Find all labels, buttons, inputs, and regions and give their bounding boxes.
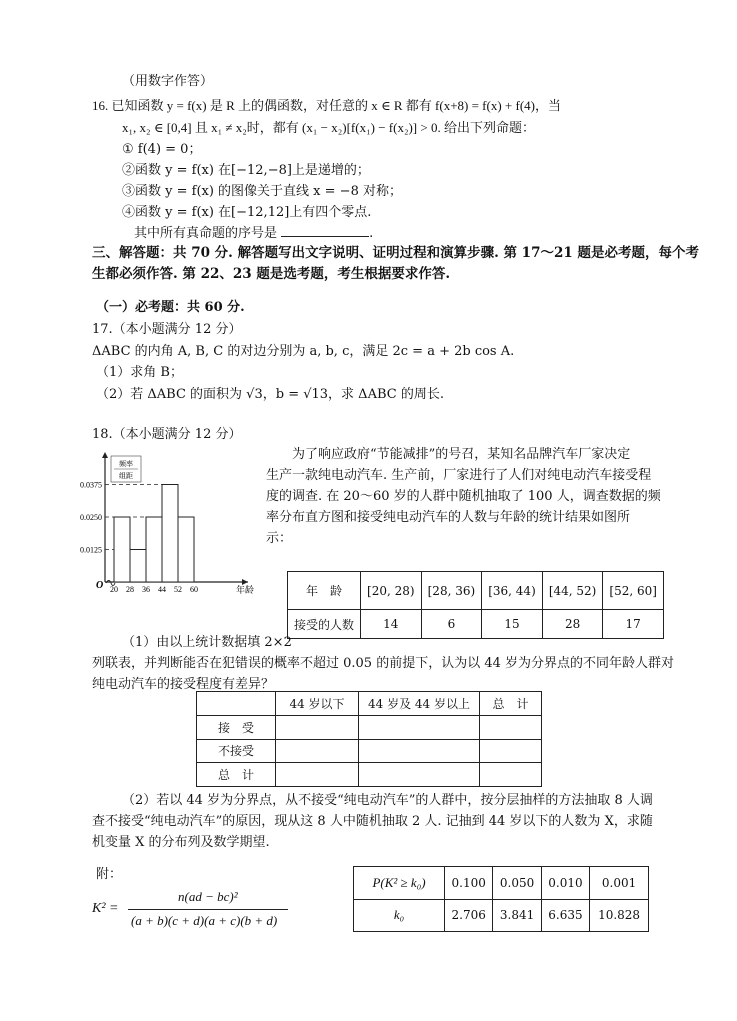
count-0: 14	[361, 610, 422, 639]
age-range-0: [20, 28)	[361, 572, 422, 610]
ct-col-under44: 44 岁以下	[276, 692, 359, 716]
y-axis-arrow	[102, 452, 108, 458]
kt-k-2: 6.635	[541, 899, 589, 932]
age-range-3: [44, 52)	[542, 572, 603, 610]
q17-part2: （2）若 ΔABC 的面积为 √3，b = √13，求 ΔABC 的周长.	[96, 387, 444, 402]
ct-cell[interactable]	[276, 739, 359, 763]
section3-line1: 三、解答题：共 70 分. 解答题写出文字说明、证明过程和演算步骤. 第 17～21 题是必考题，每个考	[92, 245, 699, 261]
section3-line2: 生都必须作答. 第 22、23 题是选考题，考生根据要求作答.	[92, 266, 451, 282]
origin-label: O	[96, 580, 104, 591]
kt-p-2: 0.010	[541, 867, 589, 900]
ct-cell[interactable]	[359, 715, 480, 739]
contingency-table	[196, 691, 542, 787]
kt-p-0: 0.100	[445, 867, 493, 900]
kt-row2-label: k₀	[354, 899, 445, 932]
count-3: 28	[542, 610, 603, 639]
ct-col-44plus: 44 岁及 44 岁以上	[359, 692, 480, 716]
ct-cell[interactable]	[359, 739, 480, 763]
histogram-bar	[162, 485, 178, 583]
q18-intro-4: 示：	[266, 531, 293, 546]
ct-row-total: 总 计	[197, 763, 276, 787]
q17-head: 17.（本小题满分 12 分）	[92, 322, 242, 337]
q16-prop1: ① f(4) = 0；	[122, 142, 202, 157]
y-tick-label: 0.0250	[80, 513, 102, 522]
ylabel-bottom: 组距	[119, 472, 133, 480]
y-tick-label: 0.0125	[80, 545, 102, 555]
x-axis-label: 年龄	[236, 585, 255, 595]
ct-cell[interactable]	[480, 763, 542, 787]
formula-denominator: (a + b)(c + d)(a + c)(b + d)	[131, 913, 278, 928]
q18-intro-0: 为了响应政府“节能减排”的号召，某知名品牌汽车厂家决定	[292, 447, 631, 462]
age-acceptance-table	[287, 571, 664, 639]
ct-row-accept: 接 受	[197, 715, 276, 739]
x-tick-label: 28	[126, 585, 134, 594]
q18-intro-1: 生产一款纯电动汽车. 生产前，厂家进行了人们对纯电动汽车接受程	[266, 468, 652, 483]
q18-part1-2: 纯电动汽车的接受程度有差异？	[92, 677, 275, 692]
q18-part2-0: （2）若以 44 岁为分界点，从不接受“纯电动汽车”的人群中，按分层抽样的方法抽取 8 人调	[122, 793, 653, 808]
q18-intro-2: 度的调查. 在 20～60 岁的人群中随机抽取了 100 人，调查数据的频	[266, 489, 661, 504]
q17-part1: （1）求角 B；	[96, 365, 183, 380]
q16-line1: 16. 已知函数 y = f(x) 是 R 上的偶函数，对任意的 x ∈ R 都有 f(x+8) = f(x) + f(4)，当	[92, 98, 561, 113]
histogram-bar	[146, 517, 162, 582]
ct-cell[interactable]	[480, 739, 542, 763]
critical-value-table	[353, 866, 649, 932]
ct-cell[interactable]	[359, 763, 480, 787]
kt-p-3: 0.001	[590, 867, 649, 900]
answer-blank[interactable]	[281, 224, 369, 237]
x-tick-label: 60	[190, 585, 198, 594]
count-1: 6	[421, 610, 482, 639]
age-range-4: [52, 60]	[603, 572, 664, 610]
q18-part2-2: 机变量 X 的分布列及数学期望.	[92, 835, 270, 850]
kt-k-3: 10.828	[590, 899, 649, 932]
fraction-bar	[128, 909, 288, 910]
x-tick-label: 36	[142, 585, 150, 594]
ct-cell[interactable]	[276, 763, 359, 787]
ct-row-reject: 不接受	[197, 739, 276, 763]
kt-k-0: 2.706	[445, 899, 493, 932]
q16-prop2: ②函数 y = f(x) 在[−12,−8]上是递增的；	[122, 163, 370, 178]
q18-head: 18.（本小题满分 12 分）	[92, 427, 242, 442]
ct-cell[interactable]	[480, 715, 542, 739]
histogram-chart	[80, 452, 268, 602]
formula-numerator: n(ad − bc)²	[178, 889, 238, 904]
y-tick-label: 0.0375	[80, 480, 102, 490]
section3-sub: （一）必考题：共 60 分.	[96, 300, 245, 315]
histogram-bar	[114, 517, 130, 582]
age-table-row-label: 接受的人数	[288, 610, 361, 639]
kt-k-1: 3.841	[493, 899, 541, 932]
q16-prop4: ④函数 y = f(x) 在[−12,12]上有四个零点.	[122, 205, 372, 220]
q18-part1-0: （1）由以上统计数据填 2×2	[122, 635, 292, 650]
ct-corner	[197, 692, 276, 716]
q18-part1-1: 列联表，并判断能否在犯错误的概率不超过 0.05 的前提下，认为以 44 岁为分界点的不同年龄人群对	[92, 656, 675, 671]
q16-ask	[134, 224, 373, 243]
x-tick-label: 52	[174, 585, 182, 594]
q17-body: ΔABC 的内角 A, B, C 的对边分别为 a, b, c，满足 2c = a + 2b cos A.	[92, 344, 515, 359]
count-2: 15	[482, 610, 543, 639]
q16-prop3: ③函数 y = f(x) 的图像关于直线 x = −8 对称；	[122, 184, 402, 199]
x-tick-label: 44	[158, 585, 166, 594]
age-range-2: [36, 44)	[482, 572, 543, 610]
q15-tail: （用数字作答）	[122, 74, 214, 89]
formula-lhs: K² =	[92, 901, 119, 916]
q16-end: .	[369, 226, 374, 241]
kt-row1-label: P(K² ≥ k₀)	[354, 867, 445, 900]
q18-part2-1: 查不接受“纯电动汽车”的原因，现从这 8 人中随机抽取 2 人. 记抽到 44 岁以下的人数为 X，求随	[92, 814, 653, 829]
q16-line2: x₁, x₂ ∈ [0,4] 且 x₁ ≠ x₂时，都有 (x₁ − x₂)[f(x₁) − f(x₂)] > 0. 给出下列命题：	[122, 120, 535, 135]
histogram-bar	[178, 517, 194, 582]
kt-p-1: 0.050	[493, 867, 541, 900]
x-tick-label: 20	[110, 585, 118, 594]
histogram-bar	[130, 550, 146, 583]
ylabel-top: 频率	[119, 460, 133, 468]
count-4: 17	[603, 610, 664, 639]
q16-ask-text: 其中所有真命题的序号是	[134, 226, 278, 241]
ct-cell[interactable]	[276, 715, 359, 739]
q18-intro-3: 率分布直方图和接受纯电动汽车的人数与年龄的统计结果如图所	[266, 510, 631, 525]
age-table-header: 年 龄	[288, 572, 361, 610]
age-range-1: [28, 36)	[421, 572, 482, 610]
appendix-label: 附：	[96, 867, 123, 882]
ct-col-total: 总 计	[480, 692, 542, 716]
